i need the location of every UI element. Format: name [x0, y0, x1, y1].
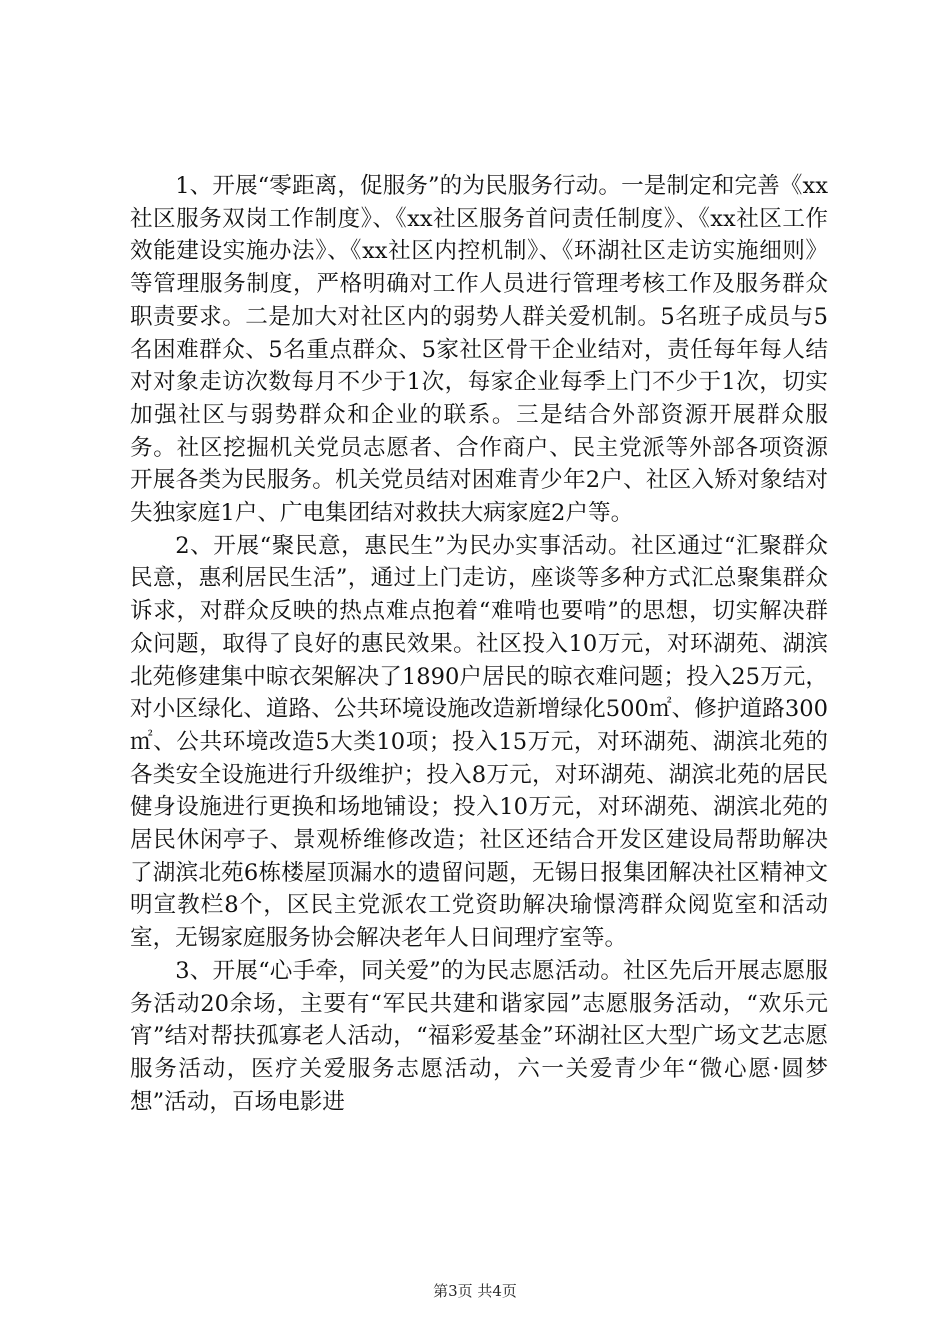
paragraph-2: 2、开展“聚民意，惠民生”为民办实事活动。社区通过“汇聚群众民意，惠利居民生活”，通过上门走访，座谈等多种方式汇总聚集群众诉求，对群众反映的热点难点抱着“难啃也要啃”的思想，切实解决群众问题，取得了良好的惠民效果。社区投入10万元，对环湖苑、湖滨北苑修建集中晾衣架解决了1890户居民的晾衣难问题；投入25万元，对小区绿化、道路、公共环境设施改造新增绿化500㎡、修护道路300㎡、公共环境改造5大类10项；投入15万元，对环湖苑、湖滨北苑的各类安全设施进行升级维护；投入8万元，对环湖苑、湖滨北苑的居民健身设施进行更换和场地铺设；投入10万元，对环湖苑、湖滨北苑的居民休闲亭子、景观桥维修改造；社区还结合开发区建设局帮助解决了湖滨北苑6栋楼屋顶漏水的遗留问题，无锡日报集团解决社区精神文明宣教栏8个，区民主党派农工党资助解决瑜憬湾群众阅览室和活动室，无锡家庭服务协会解决老年人日间理疗室等。: [130, 532, 828, 952]
paragraph-1: 1、开展“零距离，促服务”的为民服务行动。一是制定和完善《xx社区服务双岗工作制度》、《xx社区服务首问责任制度》、《xx社区工作效能建设实施办法》、《xx社区内控机制》、《环湖社区走访实施细则》等管理服务制度，严格明确对工作人员进行管理考核工作及服务群众职责要求。二是加大对社区内的弱势人群关爱机制。5名班子成员与5名困难群众、5名重点群众、5家社区骨干企业结对，责任每年每人结对对象走访次数每月不少于1次，每家企业每季上门不少于1次，切实加强社区与弱势群众和企业的联系。三是结合外部资源开展群众服务。社区挖掘机关党员志愿者、合作商户、民主党派等外部各项资源开展各类为民服务。机关党员结对困难青少年2户、社区入矫对象结对失独家庭1户、广电集团结对救扶大病家庭2户等。: [130, 173, 828, 527]
paragraph-3: 3、开展“心手牵，同关爱”的为民志愿活动。社区先后开展志愿服务活动20余场，主要有“军民共建和谐家园”志愿服务活动，“欢乐元宵”结对帮扶孤寡老人活动，“福彩爱基金”环湖社区大型广场文艺志愿服务活动，医疗关爱服务志愿活动，六一关爱青少年“微心愿·圆梦想”活动，百场电影进: [130, 957, 828, 1115]
document-body: [130, 170, 828, 1118]
page-footer: 第3页 共4页: [433, 1282, 517, 1300]
